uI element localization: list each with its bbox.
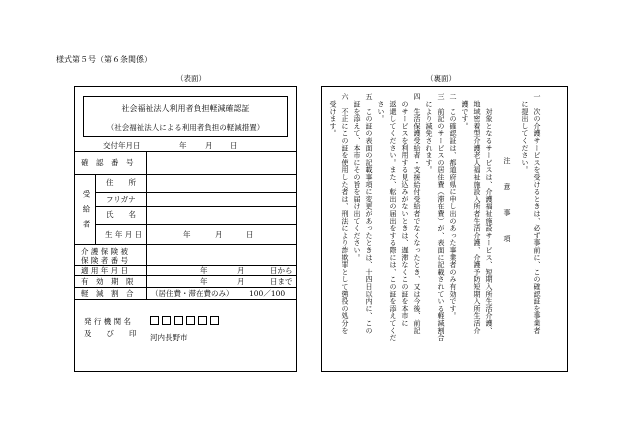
- grid-line: [95, 192, 296, 193]
- issuer-city: 河内長野市: [150, 333, 188, 342]
- note-line: 四 生活保護受給者・支援給付受給者でなくなったとき、又は今後、前記: [413, 93, 421, 334]
- note-line: 一 次の介護サービスを受けるときは、必ず事前に、この確認証を事業者: [533, 93, 541, 334]
- card-subtitle: （社会福祉法人による利用者負担の軽減措置）: [106, 123, 265, 132]
- confirmation-number-label: 確 認 番 号: [81, 158, 134, 167]
- grid-line: [75, 151, 296, 152]
- valid-until: 日まで: [270, 277, 293, 286]
- issue-day: 日: [230, 141, 238, 150]
- note-line: 返還してください。また、転出の届出をする際には、この証を添えてくだ: [389, 93, 397, 342]
- back-card: [321, 86, 568, 372]
- note-line: に提出してください。: [521, 93, 529, 174]
- note-line: 証を添えて、本市にその旨を届け出てください。: [353, 93, 361, 261]
- grid-line: [95, 206, 296, 207]
- note-line: 受けます。: [329, 93, 337, 137]
- birth-year: 年: [183, 230, 191, 239]
- issue-month: 月: [205, 141, 213, 150]
- grid-line: [95, 174, 96, 244]
- note-line: 五 この証の表面の記載事項に変更があったときは、十四日以内に、この: [365, 93, 373, 334]
- applicable-year: 年: [200, 266, 208, 275]
- note-line: 対象となるサービスは、介護福祉施設サービス、短期入所生活介護、: [485, 93, 493, 334]
- issuer-box: [174, 316, 183, 325]
- grid-line: [75, 287, 296, 288]
- birth-date-label: 生 年 月 日: [105, 230, 143, 239]
- title-box: [83, 96, 288, 137]
- valid-month: 月: [237, 277, 245, 286]
- issuing-agency-label: 発 行 機 関 名 及 び 印: [84, 317, 137, 338]
- note-line: 三 前記のサービスの居住費（滞在費）が、表面に記載されている軽減割合: [437, 93, 445, 342]
- grid-line: [146, 151, 147, 299]
- issuer-box: [198, 316, 207, 325]
- grid-line: [75, 299, 296, 300]
- card-title: 社会福祉法人利用者負担軽減確認証: [121, 104, 250, 113]
- note-line: さい。: [377, 93, 385, 123]
- issuer-box: [210, 316, 219, 325]
- grid-line: [75, 174, 296, 175]
- notes-heading: 注 意 事 項: [503, 157, 511, 248]
- insured-number-label: 介 護 保 険 被 保 険 者 番 号: [81, 247, 129, 265]
- valid-period-label: 有 効 期 限: [81, 277, 134, 286]
- front-side-label: （表面）: [176, 74, 206, 83]
- grid-line: [75, 275, 296, 276]
- note-line: 二 この確認証は、都道府県に申し出のあった事業者のみ有効です。: [449, 93, 457, 320]
- applicable-date-label: 適 用 年 月 日: [81, 266, 129, 275]
- issuer-box: [186, 316, 195, 325]
- reduction-rate-label: 軽 減 割 合: [81, 289, 134, 298]
- reduction-note: （居住費・滞在費のみ）: [151, 289, 234, 298]
- note-line: 護です。: [461, 93, 469, 130]
- front-card: [74, 86, 297, 372]
- applicable-month: 月: [237, 266, 245, 275]
- grid-line: [75, 244, 296, 245]
- issuer-box: [162, 316, 171, 325]
- furigana-label: フリガナ: [106, 195, 136, 204]
- issue-date-label: 交付年月日: [103, 141, 141, 150]
- recipient-group-label: 受 給 者: [82, 190, 91, 228]
- address-label: 住 所: [106, 178, 136, 187]
- birth-day: 日: [246, 230, 254, 239]
- name-label: 氏 名: [106, 210, 136, 219]
- note-line: により減免されます。: [425, 93, 433, 174]
- back-side-label: （裏面）: [426, 74, 456, 83]
- note-line: 六 不正にこの証を使用した者は、刑法により詐欺罪として懲役の処分を: [341, 93, 349, 334]
- note-line: のサービスを利用する見込みがないときは、遅滞なくこの証を本市に: [401, 93, 409, 327]
- note-line: 地域密着型介護老人福祉施設入所者生活介護、介護予防短期入所生活介: [473, 93, 481, 334]
- applicable-from: 日から: [270, 266, 293, 275]
- valid-year: 年: [200, 277, 208, 286]
- issuer-box: [150, 316, 159, 325]
- issue-year: 年: [179, 141, 187, 150]
- birth-month: 月: [215, 230, 223, 239]
- reduction-value: 100／100: [249, 289, 286, 298]
- grid-line: [95, 224, 296, 225]
- form-number: 様式第５号（第６条関係）: [56, 55, 152, 64]
